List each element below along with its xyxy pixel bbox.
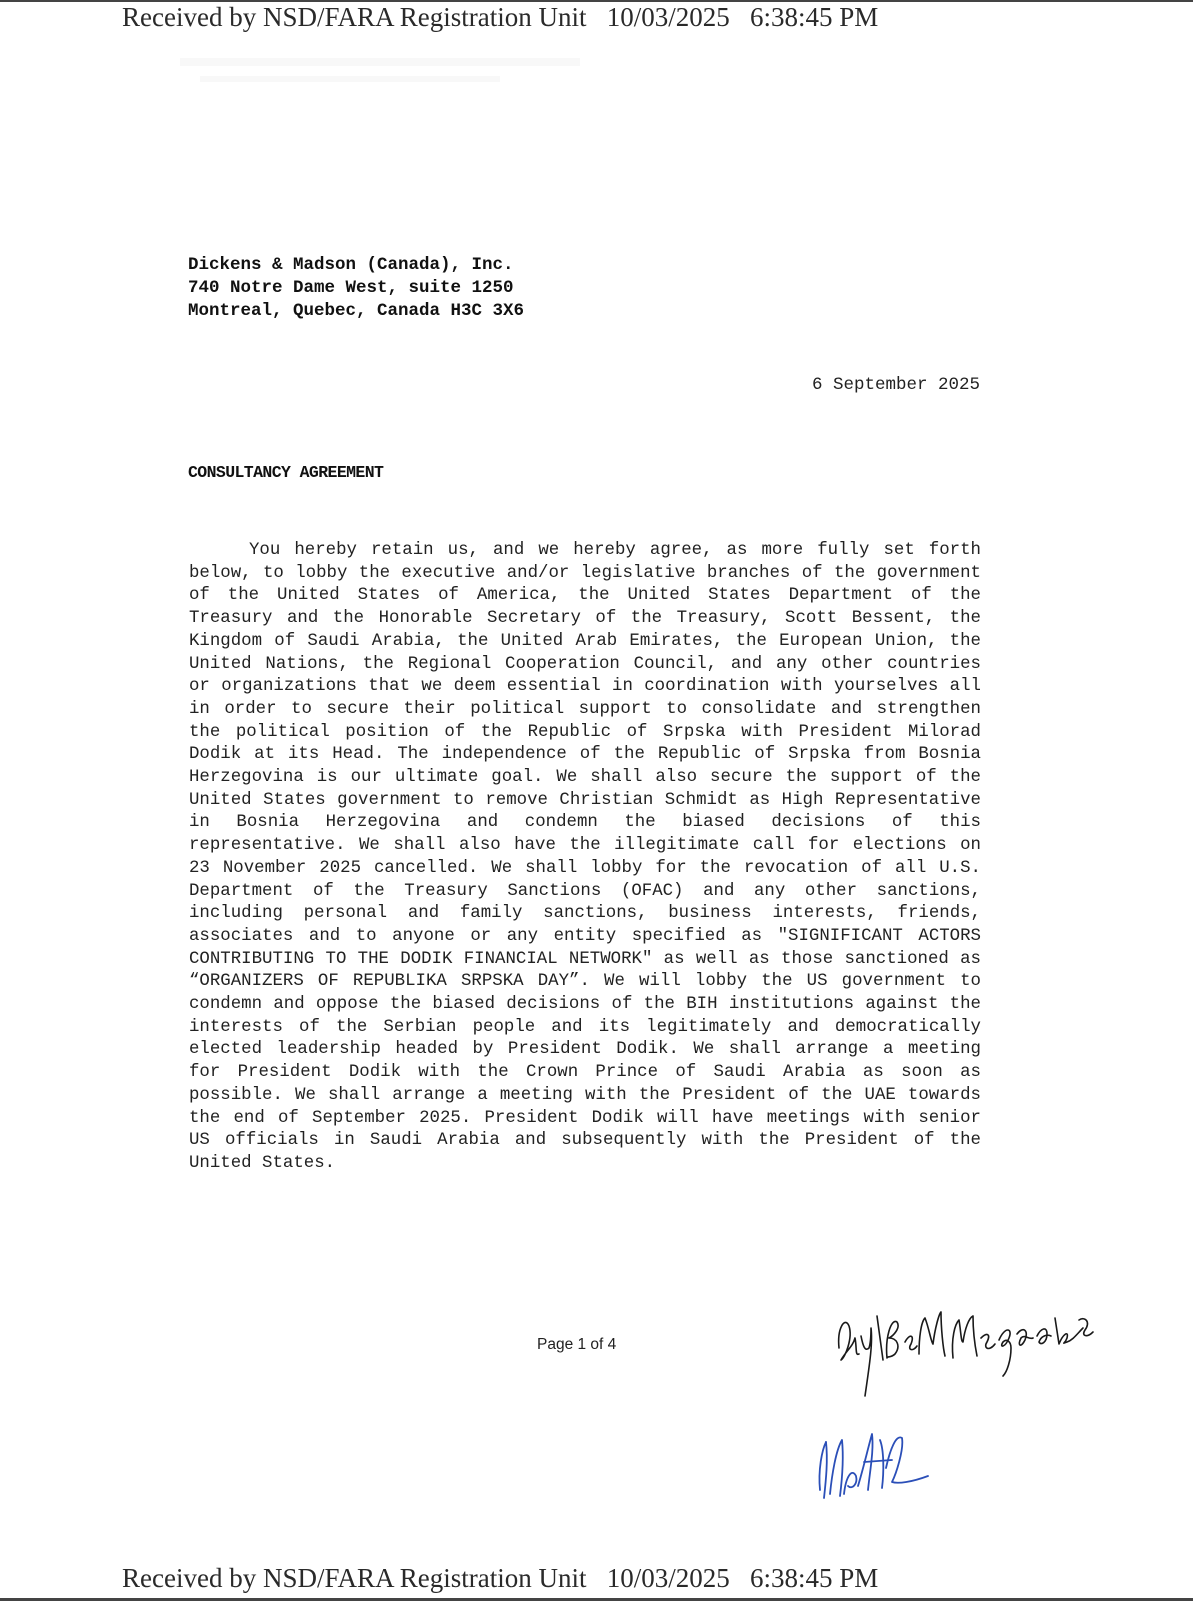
faded-letterhead-residue bbox=[180, 48, 600, 93]
address-line-street: 740 Notre Dame West, suite 1250 bbox=[188, 278, 514, 298]
recipient-address-block bbox=[188, 254, 524, 323]
agreement-body-paragraph: You hereby retain us, and we hereby agree, as more fully set forth below, to lobby the executive and/or legislative branches of the government of the United States of America, the United States Department of the Treasury and the Honorable Secretary of the Treasury, Scott Bessent, the Kingdom of Saudi Arabia, the United Arab Emirates, the European Union, the United Nations, the Regional Cooperation Council, and any other countries or organizations that we deem essential in coordination with yourselves all in order to secure their political support to consolidate and strengthen the political position of the Republic of Srpska with President Milorad Dodik at its Head. The independence of the Republic of Srpska from Bosnia Herzegovina is our ultimate goal. We shall also secure the support of the United States government to remove Christian Schmidt as High Representative in Bosnia Herzegovina and condemn the biased decisions of this representative. We shall also have the illegitimate call for elections on 23 November 2025 cancelled. We shall lobby for the revocation of all U.S. Department of the Treasury Sanctions (OFAC) and any other sanctions, including personal and family sanctions, business interests, friends, associates and to anyone or any entity specified as "SIGNIFICANT ACTORS CONTRIBUTING TO THE DODIK FINANCIAL NETWORK" as well as those sanctioned as “ORGANIZERS OF REPUBLIKA SRPSKA DAY”. We will lobby the US government to condemn and oppose the biased decisions of the BIH institutions against the interests of the Serbian people and its legitimately and democratically elected leadership headed by President Dodik. We shall arrange a meeting for President Dodik with the Crown Prince of Saudi Arabia as soon as possible. We shall arrange a meeting with the President of the UAE towards the end of September 2025. President Dodik will have meetings with senior US officials in Saudi Arabia and subsequently with the President of the United States. bbox=[189, 541, 981, 1173]
page-number: Page 1 of 4 bbox=[537, 1336, 617, 1353]
address-line-company: Dickens & Madson (Canada), Inc. bbox=[188, 255, 514, 275]
handwritten-signature-blue bbox=[812, 1420, 952, 1510]
handwritten-signature-black bbox=[835, 1298, 1105, 1408]
document-heading: CONSULTANCY AGREEMENT bbox=[188, 463, 384, 482]
fara-received-stamp-bottom: Received by NSD/FARA Registration Unit 10/03/2025 6:38:45 PM bbox=[122, 1563, 879, 1593]
fara-received-stamp-top: Received by NSD/FARA Registration Unit 10/03/2025 6:38:45 PM bbox=[122, 2, 879, 32]
address-line-city: Montreal, Quebec, Canada H3C 3X6 bbox=[188, 301, 525, 321]
letter-date: 6 September 2025 bbox=[811, 375, 980, 395]
